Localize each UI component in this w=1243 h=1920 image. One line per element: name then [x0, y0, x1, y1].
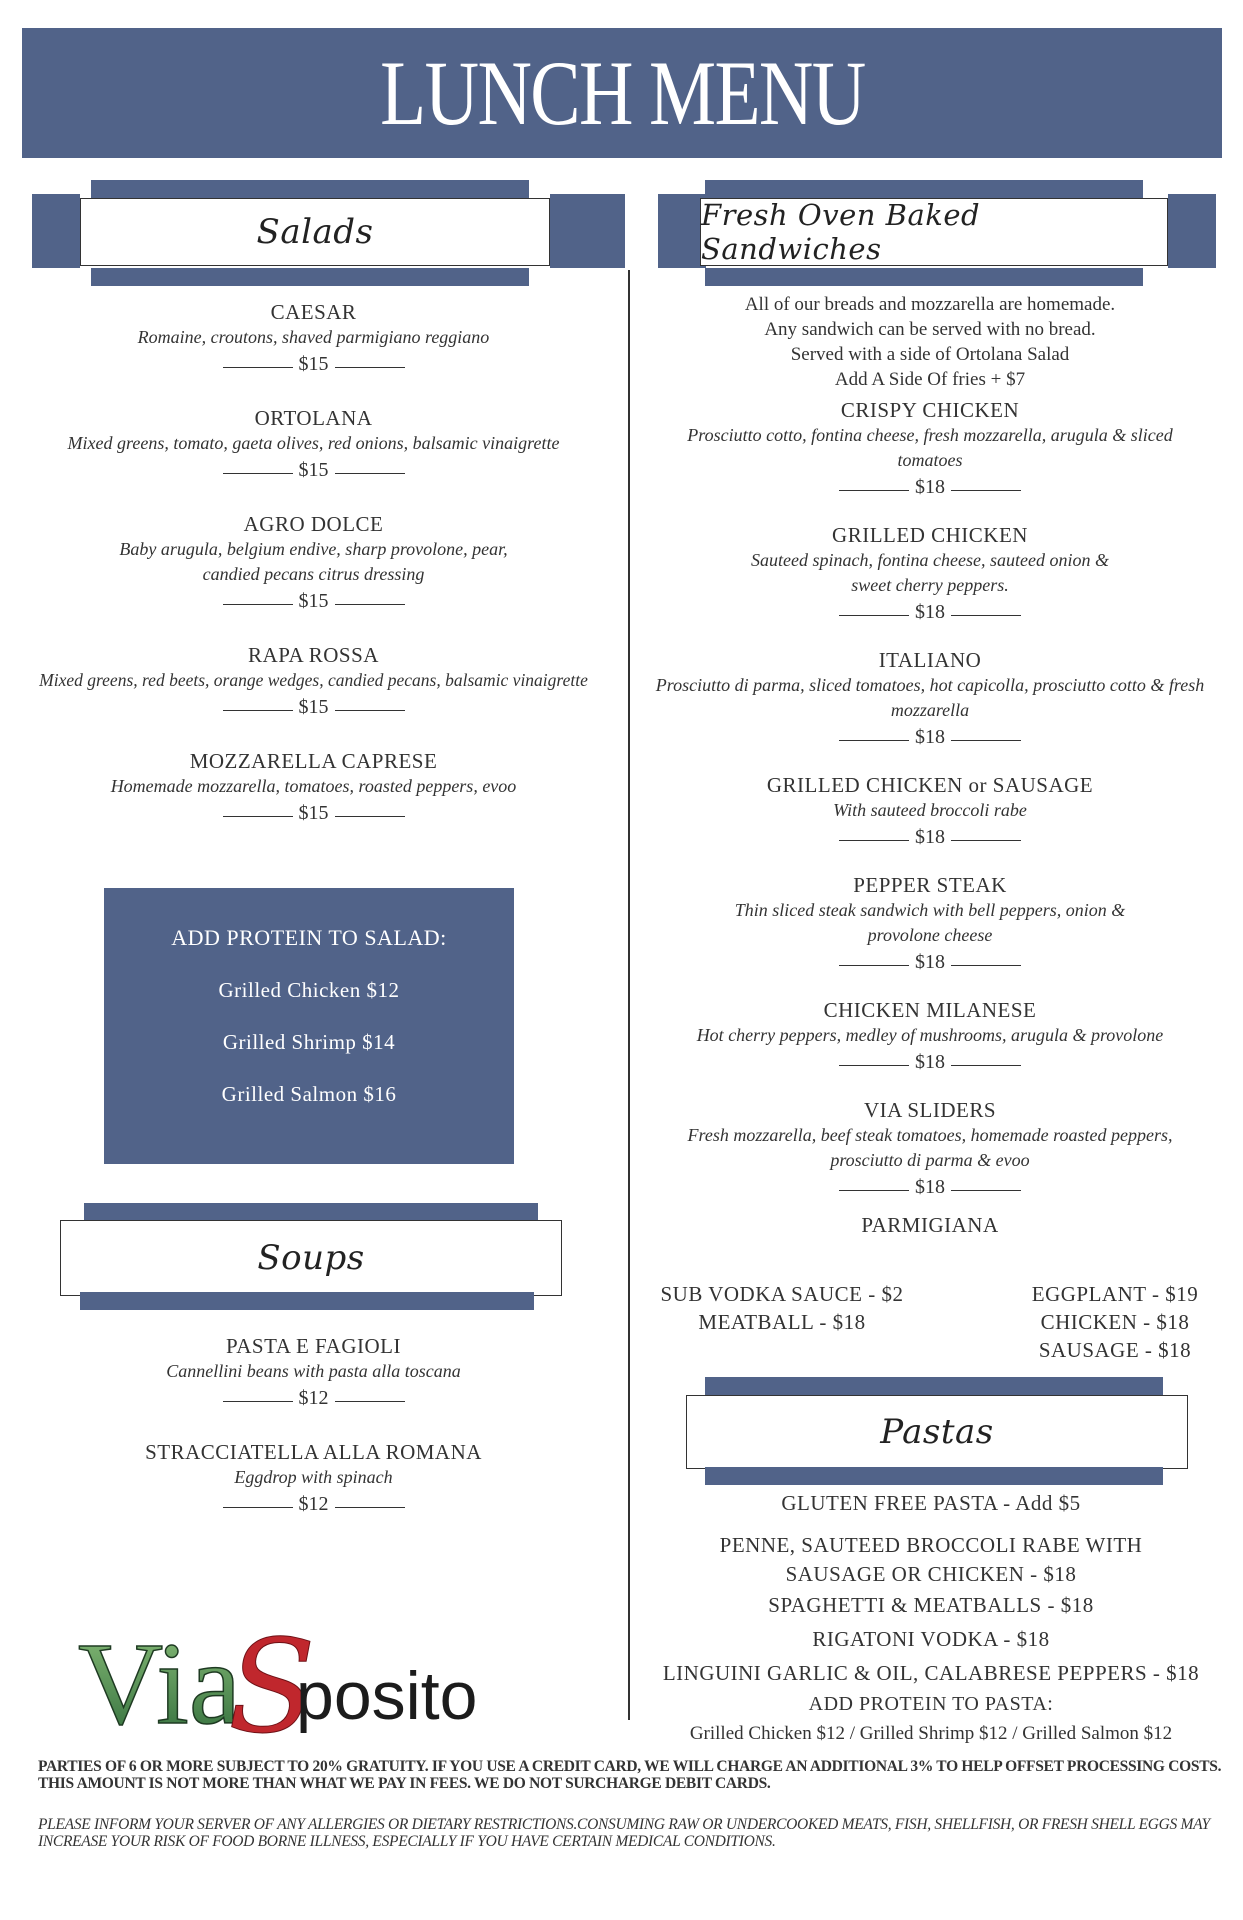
sandwich-desc: Hot cherry peppers, medley of mushrooms, arugula & provolone	[696, 1025, 1164, 1045]
salad-price: $15	[12, 799, 615, 827]
salads-header-bar-top	[91, 180, 529, 198]
sandwich-desc: Prosciutto cotto, fontina cheese, fresh mozzarella, arugula & sliced tomatoes	[687, 425, 1173, 470]
logo-via: Via	[78, 1618, 242, 1749]
logo-posito: posito	[296, 1658, 478, 1734]
salad-item	[12, 512, 615, 615]
soups-heading: Soups	[257, 1238, 365, 1278]
viasposito-logo	[78, 1613, 478, 1762]
soup-price: $12	[12, 1490, 615, 1518]
soup-name: STRACCIATELLA ALLA ROMANA	[145, 1440, 482, 1464]
salads-heading: Salads	[256, 212, 374, 252]
sandwich-item	[640, 648, 1220, 751]
allergy-notice: PLEASE INFORM YOUR SERVER OF ANY ALLERGIES OR DIETARY RESTRICTIONS.CONSUMING RAW OR UNDERCOOKED MEATS, FISH, SHELLFISH, OR FRESH SHELL EGGS MAY INCREASE YOUR RISK OF FOOD BORNE ILLNESS, ESPECIALLY IF YOU HAVE CERTAIN MEDICAL CONDITIONS.	[38, 1816, 1210, 1850]
salad-price: $15	[12, 456, 615, 484]
parmigiana-left	[642, 1280, 922, 1336]
sandwiches-heading: Fresh Oven Baked Sandwiches	[701, 198, 981, 266]
sandwich-price: $18	[640, 598, 1220, 626]
intro-line: Any sandwich can be served with no bread.	[764, 319, 1096, 340]
sandwiches-header-block-left	[658, 194, 706, 268]
sandwich-item	[640, 998, 1220, 1076]
parmigiana-title: PARMIGIANA	[861, 1213, 999, 1237]
pasta-line: Grilled Chicken $12 / Grilled Shrimp $12 / Grilled Salmon $12	[689, 1723, 1173, 1744]
soups-header-bar-top	[84, 1203, 538, 1221]
salad-item	[12, 406, 615, 484]
salad-price: $15	[12, 693, 615, 721]
sandwich-name: GRILLED CHICKEN	[832, 523, 1028, 547]
sandwiches-intro	[640, 292, 1220, 392]
salad-desc: Baby arugula, belgium endive, sharp provolone, pear, candied pecans citrus dressing	[119, 539, 508, 584]
pasta-line: LINGUINI GARLIC & OIL, CALABRESE PEPPERS - $18	[662, 1661, 1200, 1685]
salads-list	[12, 300, 615, 827]
pasta-line: ADD PROTEIN TO PASTA:	[808, 1693, 1054, 1715]
protein-box-title: ADD PROTEIN TO SALAD:	[171, 925, 447, 950]
soup-desc: Eggdrop with spinach	[234, 1467, 393, 1487]
sandwich-desc: With sauteed broccoli rabe	[833, 800, 1027, 820]
menu-title: LUNCH MENU	[379, 42, 865, 144]
salad-price: $15	[12, 350, 615, 378]
sandwich-price: $18	[640, 723, 1220, 751]
pastas-header-bar-bottom	[705, 1467, 1163, 1485]
pastas-header-bar-top	[705, 1377, 1163, 1395]
logo-s: S	[228, 1613, 316, 1762]
sandwich-desc: Fresh mozzarella, beef steak tomatoes, homemade roasted peppers, prosciutto di parma & evoo	[687, 1125, 1173, 1170]
pastas-list	[636, 1488, 1226, 1750]
salad-item	[12, 643, 615, 721]
salads-header-block-right	[550, 194, 625, 268]
sandwich-name: CRISPY CHICKEN	[840, 398, 1020, 422]
parmigiana-option: SUB VODKA SAUCE - $2	[660, 1282, 904, 1306]
salad-desc: Mixed greens, red beets, orange wedges, candied pecans, balsamic vinaigrette	[39, 670, 588, 690]
sandwich-price: $18	[640, 473, 1220, 501]
sandwich-desc: Prosciutto di parma, sliced tomatoes, hot capicolla, prosciutto cotto & fresh mozzarella	[655, 675, 1205, 720]
protein-option: Grilled Chicken $12	[218, 978, 400, 1002]
soups-header	[60, 1220, 562, 1296]
sandwiches-section	[640, 292, 1220, 1238]
sandwich-name: PEPPER STEAK	[853, 873, 1007, 897]
parmigiana-option: CHICKEN - $18	[1040, 1310, 1190, 1334]
protein-option: Grilled Salmon $16	[221, 1082, 397, 1106]
sandwich-price: $18	[640, 1048, 1220, 1076]
salad-name: CAESAR	[270, 300, 357, 324]
pasta-line: PENNE, SAUTEED BROCCOLI RABE WITH	[719, 1533, 1143, 1557]
sandwich-price: $18	[640, 823, 1220, 851]
sandwiches-header	[700, 198, 1168, 266]
salad-name: AGRO DOLCE	[243, 512, 384, 536]
salad-item	[12, 749, 615, 827]
soup-item	[12, 1334, 615, 1412]
pastas-header	[686, 1395, 1188, 1469]
add-protein-box	[104, 888, 514, 1164]
title-banner	[22, 28, 1222, 158]
sandwich-item	[640, 873, 1220, 976]
protein-option: Grilled Shrimp $14	[222, 1030, 396, 1054]
sandwich-price: $18	[640, 1173, 1220, 1201]
sandwich-name: ITALIANO	[878, 648, 982, 672]
soups-header-bar-bottom	[80, 1292, 534, 1310]
intro-line: Served with a side of Ortolana Salad	[790, 344, 1070, 365]
sandwich-item	[640, 773, 1220, 851]
pastas-heading: Pastas	[880, 1412, 994, 1452]
salad-item	[12, 300, 615, 378]
sandwich-item	[640, 523, 1220, 626]
sandwiches-header-block-right	[1168, 194, 1216, 268]
sandwich-item	[640, 398, 1220, 501]
pasta-line: GLUTEN FREE PASTA - Add $5	[781, 1491, 1081, 1515]
sandwich-name: CHICKEN MILANESE	[823, 998, 1037, 1022]
salad-name: ORTOLANA	[254, 406, 373, 430]
salad-desc: Mixed greens, tomato, gaeta olives, red onions, balsamic vinaigrette	[67, 433, 560, 453]
sandwiches-header-bar-bottom	[705, 268, 1143, 286]
logo-graphic	[78, 1613, 478, 1762]
salad-price: $15	[12, 587, 615, 615]
soup-item	[12, 1440, 615, 1518]
parmigiana-option: SAUSAGE - $18	[1038, 1338, 1192, 1362]
sandwich-desc: Thin sliced steak sandwich with bell peppers, onion & provolone cheese	[734, 900, 1126, 945]
intro-line: Add A Side Of fries + $7	[834, 369, 1026, 390]
soup-name: PASTA E FAGIOLI	[225, 1334, 401, 1358]
sandwich-name: VIA SLIDERS	[863, 1098, 997, 1122]
pasta-line: SPAGHETTI & MEATBALLS - $18	[768, 1593, 1094, 1617]
salad-desc: Homemade mozzarella, tomatoes, roasted peppers, evoo	[110, 776, 517, 796]
parmigiana-right	[1000, 1280, 1230, 1364]
soup-desc: Cannellini beans with pasta alla toscana	[166, 1361, 461, 1381]
gratuity-notice: PARTIES OF 6 OR MORE SUBJECT TO 20% GRATUITY. IF YOU USE A CREDIT CARD, WE WILL CHARGE AN ADDITIONAL 3% TO HELP OFFSET PROCESSING COSTS. THIS AMOUNT IS NOT MORE THAN WHAT WE PAY IN FEES. WE DO NOT SURCHARGE DEBIT CARDS.	[38, 1758, 1222, 1792]
pasta-line: RIGATONI VODKA - $18	[812, 1627, 1050, 1651]
pasta-line: SAUSAGE OR CHICKEN - $18	[785, 1562, 1077, 1586]
salad-desc: Romaine, croutons, shaved parmigiano reggiano	[137, 327, 490, 347]
sandwiches-header-bar-top	[705, 180, 1143, 198]
parmigiana-option: MEATBALL - $18	[698, 1310, 866, 1334]
salads-header-bar-bottom	[91, 268, 529, 286]
soups-list	[12, 1334, 615, 1518]
parmigiana-option: EGGPLANT - $19	[1031, 1282, 1199, 1306]
salads-header-block-left	[32, 194, 80, 268]
sandwich-desc: Sauteed spinach, fontina cheese, sauteed onion & sweet cherry peppers.	[751, 550, 1109, 595]
salad-name: RAPA ROSSA	[248, 643, 379, 667]
intro-line: All of our breads and mozzarella are homemade.	[744, 294, 1116, 315]
salad-name: MOZZARELLA CAPRESE	[189, 749, 438, 773]
column-divider	[628, 270, 630, 1720]
sandwich-name: GRILLED CHICKEN or SAUSAGE	[766, 773, 1094, 797]
sandwich-price: $18	[640, 948, 1220, 976]
sandwich-item	[640, 1098, 1220, 1201]
salads-header	[80, 198, 550, 266]
soup-price: $12	[12, 1384, 615, 1412]
